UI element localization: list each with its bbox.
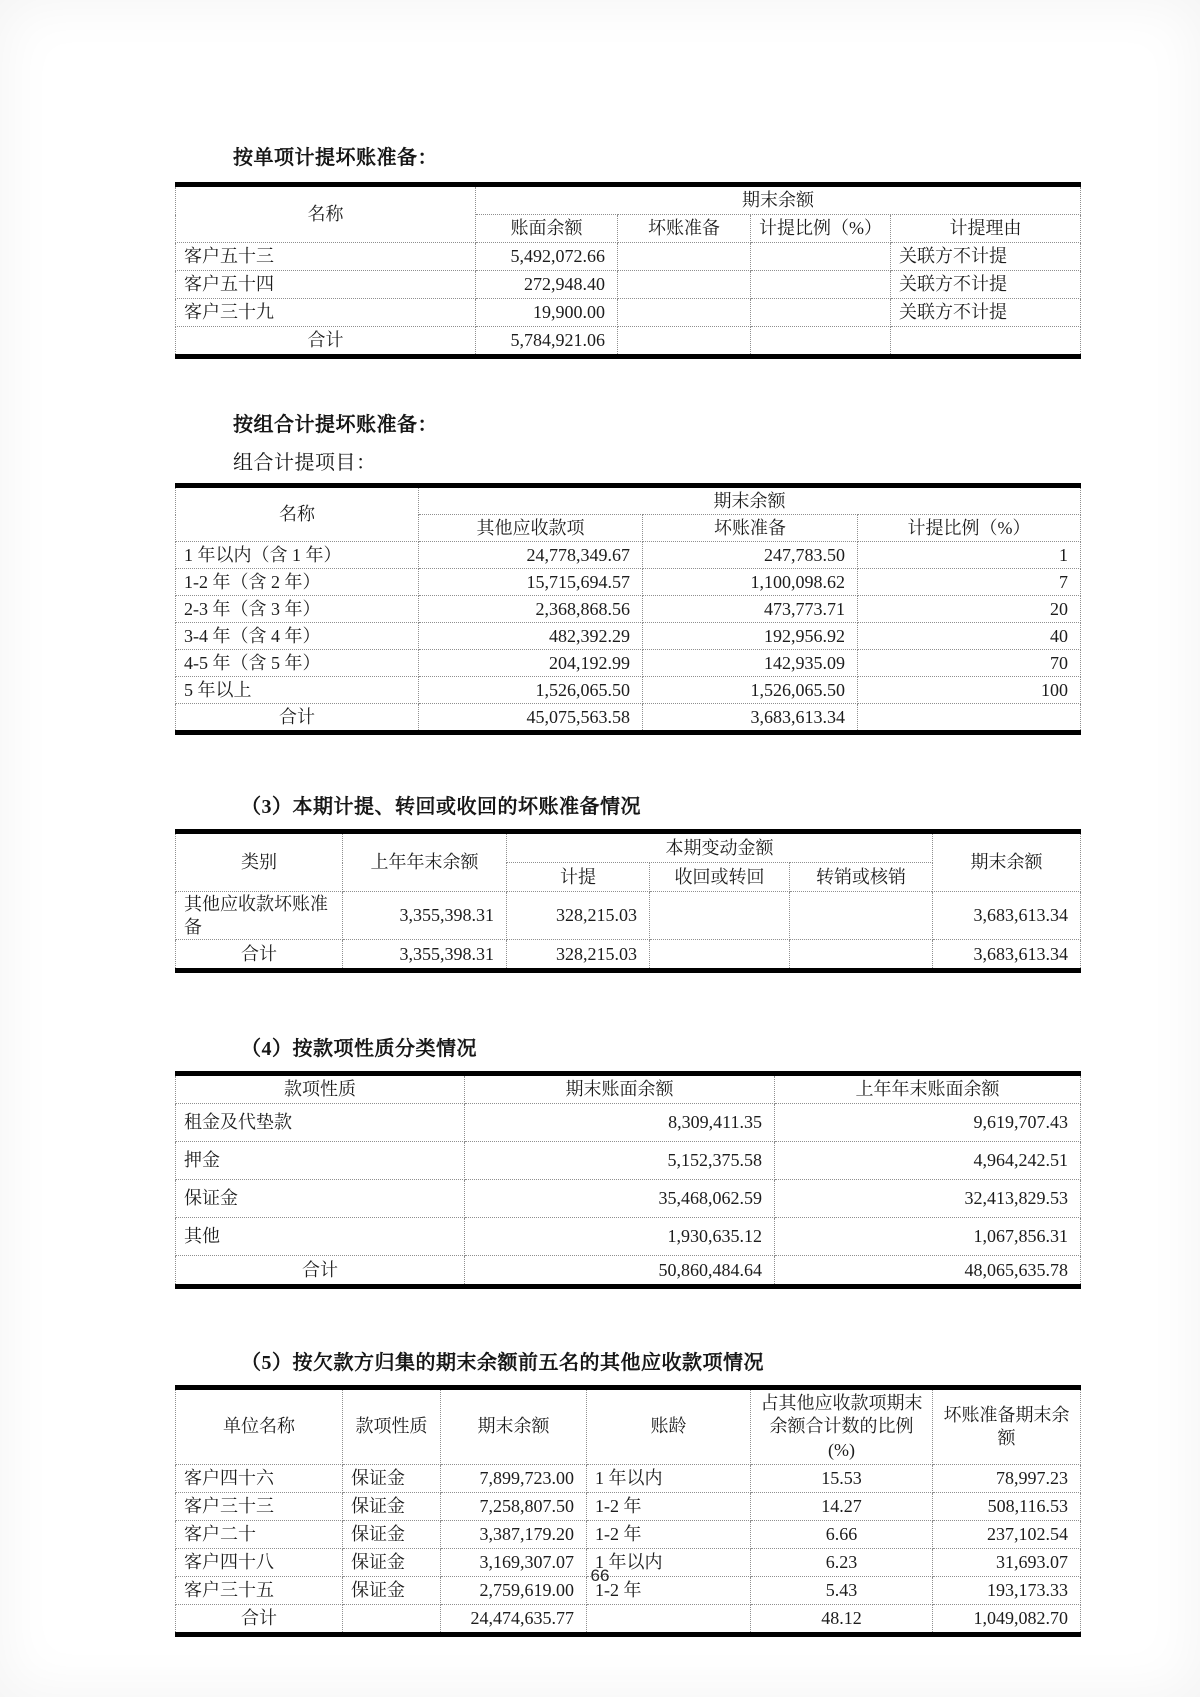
table-cell: 保证金: [343, 1577, 441, 1605]
table-cell: 3,169,307.07: [441, 1549, 587, 1577]
table-row: [176, 940, 1081, 971]
table-cell: 40: [858, 623, 1081, 650]
table-row: [176, 1256, 1081, 1287]
table-cell: 保证金: [343, 1521, 441, 1549]
table-cell: 5,784,921.06: [476, 327, 618, 357]
table-cell: 3,355,398.31: [343, 892, 507, 940]
table-cell: [618, 243, 751, 271]
table-cell: 328,215.03: [507, 892, 650, 940]
section2-subtitle: 组合计提项目：: [233, 452, 377, 474]
table-cell: 客户三十九: [176, 299, 476, 327]
table-cell: [751, 243, 891, 271]
column-header-ratio: 计提比例（%）: [751, 215, 891, 243]
table-row: [176, 569, 1081, 596]
table-cell: 合计: [176, 704, 419, 733]
table-row: [176, 1605, 1081, 1635]
table-cell: 合计: [176, 327, 476, 357]
table-cell: 合计: [176, 1605, 343, 1635]
column-header-book-balance: 账面余额: [476, 215, 618, 243]
section4-title: （4）按款项性质分类情况: [241, 1038, 477, 1060]
table-cell: 1,930,635.12: [465, 1218, 775, 1256]
column-header-category: 类别: [176, 832, 343, 892]
table-cell: 关联方不计提: [891, 243, 1081, 271]
table-cell: 24,474,635.77: [441, 1605, 587, 1635]
table-row: [176, 892, 1081, 940]
table-cell: 2,759,619.00: [441, 1577, 587, 1605]
table-cell: 1-2 年: [587, 1493, 751, 1521]
column-header-ratio: 计提比例（%）: [858, 515, 1081, 542]
table-cell: [751, 271, 891, 299]
table-cell: 客户五十三: [176, 243, 476, 271]
table-row: [176, 271, 1081, 299]
table-cell: 6.23: [751, 1549, 933, 1577]
table-cell: 1,049,082.70: [933, 1605, 1081, 1635]
table-cell: 客户四十八: [176, 1549, 343, 1577]
table-cell: 48,065,635.78: [775, 1256, 1081, 1287]
table-cell: 客户四十六: [176, 1465, 343, 1493]
table-cell: [650, 892, 790, 940]
column-header-bad-debt: 坏账准备: [643, 515, 858, 542]
table-cell: 关联方不计提: [891, 299, 1081, 327]
column-header-period-end: 期末账面余额: [465, 1074, 775, 1104]
column-header-period-end: 期末余额: [476, 185, 1081, 215]
table-cell: 3-4 年（含 4 年）: [176, 623, 419, 650]
table-cell: 482,392.29: [419, 623, 643, 650]
column-header-balance: 期末余额: [441, 1388, 587, 1465]
table-cell: 473,773.71: [643, 596, 858, 623]
table-row: [176, 1142, 1081, 1180]
table-cell: 45,075,563.58: [419, 704, 643, 733]
column-header-current-change: 本期变动金额: [507, 832, 933, 863]
column-header-reason: 计提理由: [891, 215, 1081, 243]
table-cell: 5.43: [751, 1577, 933, 1605]
table-cell: 4,964,242.51: [775, 1142, 1081, 1180]
table-cell: 5 年以上: [176, 677, 419, 704]
table-cell: 保证金: [343, 1493, 441, 1521]
document-page: [175, 0, 1080, 1637]
table-cell: 14.27: [751, 1493, 933, 1521]
provision-movement-table: [175, 829, 1081, 973]
table-cell: 其他: [176, 1218, 465, 1256]
table-cell: 1 年以内（含 1 年）: [176, 542, 419, 569]
table-row: [176, 1493, 1081, 1521]
table-cell: 15.53: [751, 1465, 933, 1493]
column-header-nature: 款项性质: [176, 1074, 465, 1104]
table-cell: 3,683,613.34: [933, 940, 1081, 971]
table-cell: [343, 1605, 441, 1635]
table-cell: 9,619,707.43: [775, 1104, 1081, 1142]
table-cell: 3,683,613.34: [643, 704, 858, 733]
table-cell: 2-3 年（含 3 年）: [176, 596, 419, 623]
column-header-period-end: 期末余额: [419, 486, 1081, 515]
table-cell: 100: [858, 677, 1081, 704]
table-cell: 保证金: [343, 1465, 441, 1493]
table-cell: 50,860,484.64: [465, 1256, 775, 1287]
table-cell: 48.12: [751, 1605, 933, 1635]
top-five-debtors-table: [175, 1385, 1081, 1637]
table-cell: 2,368,868.56: [419, 596, 643, 623]
table-cell: 1,526,065.50: [419, 677, 643, 704]
table-cell: 24,778,349.67: [419, 542, 643, 569]
column-header-recover: 收回或转回: [650, 863, 790, 892]
column-header-bad-debt: 坏账准备期末余额: [933, 1388, 1081, 1465]
individual-provision-table: [175, 182, 1081, 359]
table-row: [176, 299, 1081, 327]
table-cell: 关联方不计提: [891, 271, 1081, 299]
table-cell: 其他应收款坏账准备: [176, 892, 343, 940]
table-cell: 1-2 年: [587, 1577, 751, 1605]
table-row: [176, 704, 1081, 733]
table-cell: 3,683,613.34: [933, 892, 1081, 940]
table-cell: 合计: [176, 940, 343, 971]
table-row: [176, 327, 1081, 357]
table-cell: 7: [858, 569, 1081, 596]
column-header-period-end: 期末余额: [933, 832, 1081, 892]
table-cell: 15,715,694.57: [419, 569, 643, 596]
table-cell: 4-5 年（含 5 年）: [176, 650, 419, 677]
table-cell: 3,355,398.31: [343, 940, 507, 971]
portfolio-aging-table: [175, 483, 1081, 735]
column-header-other-receivables: 其他应收款项: [419, 515, 643, 542]
section1-title: 按单项计提坏账准备：: [233, 147, 438, 169]
table-row: [176, 1521, 1081, 1549]
table-cell: 7,899,723.00: [441, 1465, 587, 1493]
table-cell: 1-2 年: [587, 1521, 751, 1549]
table-cell: 保证金: [343, 1549, 441, 1577]
table-row: [176, 1104, 1081, 1142]
table-row: [176, 650, 1081, 677]
table-cell: 1 年以内: [587, 1549, 751, 1577]
table-cell: 142,935.09: [643, 650, 858, 677]
table-cell: 31,693.07: [933, 1549, 1081, 1577]
table-cell: 35,468,062.59: [465, 1180, 775, 1218]
nature-classification-table: [175, 1071, 1081, 1289]
table-cell: 192,956.92: [643, 623, 858, 650]
table-cell: 328,215.03: [507, 940, 650, 971]
section3-title: （3）本期计提、转回或收回的坏账准备情况: [241, 796, 641, 818]
table-cell: 租金及代垫款: [176, 1104, 465, 1142]
table-cell: 合计: [176, 1256, 465, 1287]
table-row: [176, 596, 1081, 623]
column-header-name: 名称: [176, 185, 476, 243]
section5-title: （5）按欠款方归集的期末余额前五名的其他应收款项情况: [241, 1352, 764, 1374]
table-cell: 客户三十五: [176, 1577, 343, 1605]
table-cell: 客户三十三: [176, 1493, 343, 1521]
table-cell: 客户二十: [176, 1521, 343, 1549]
table-cell: 1,067,856.31: [775, 1218, 1081, 1256]
table-row: [176, 1218, 1081, 1256]
column-header-writeoff: 转销或核销: [790, 863, 933, 892]
column-header-aging: 账龄: [587, 1388, 751, 1465]
table-cell: 7,258,807.50: [441, 1493, 587, 1521]
table-cell: [858, 704, 1081, 733]
table-cell: [891, 327, 1081, 357]
table-cell: 客户五十四: [176, 271, 476, 299]
table-cell: 3,387,179.20: [441, 1521, 587, 1549]
table-cell: 19,900.00: [476, 299, 618, 327]
table-cell: 70: [858, 650, 1081, 677]
table-cell: 508,116.53: [933, 1493, 1081, 1521]
table-row: [176, 1465, 1081, 1493]
table-cell: 1,100,098.62: [643, 569, 858, 596]
column-header-prior-year-end: 上年年末余额: [343, 832, 507, 892]
column-header-ratio: 占其他应收款项期末余额合计数的比例(%): [751, 1388, 933, 1465]
table-cell: 272,948.40: [476, 271, 618, 299]
table-cell: 5,152,375.58: [465, 1142, 775, 1180]
table-cell: [650, 940, 790, 971]
column-header-nature: 款项性质: [343, 1388, 441, 1465]
table-cell: 20: [858, 596, 1081, 623]
table-row: [176, 623, 1081, 650]
table-cell: [790, 892, 933, 940]
section2-title: 按组合计提坏账准备：: [233, 414, 438, 436]
table-cell: 1-2 年（含 2 年）: [176, 569, 419, 596]
table-cell: [618, 327, 751, 357]
table-cell: [790, 940, 933, 971]
table-cell: 保证金: [176, 1180, 465, 1218]
column-header-prior-year-end: 上年年末账面余额: [775, 1074, 1081, 1104]
table-row: [176, 542, 1081, 569]
table-cell: 78,997.23: [933, 1465, 1081, 1493]
table-row: [176, 243, 1081, 271]
table-cell: 237,102.54: [933, 1521, 1081, 1549]
column-header-unit: 单位名称: [176, 1388, 343, 1465]
column-header-bad-debt: 坏账准备: [618, 215, 751, 243]
table-row: [176, 1180, 1081, 1218]
table-cell: [751, 327, 891, 357]
table-cell: [587, 1605, 751, 1635]
table-cell: 5,492,072.66: [476, 243, 618, 271]
table-cell: 1 年以内: [587, 1465, 751, 1493]
table-cell: 押金: [176, 1142, 465, 1180]
page-number: 66: [590, 1566, 610, 1585]
column-header-name: 名称: [176, 486, 419, 542]
table-cell: [751, 299, 891, 327]
table-cell: 32,413,829.53: [775, 1180, 1081, 1218]
column-header-accrual: 计提: [507, 863, 650, 892]
table-cell: 1: [858, 542, 1081, 569]
table-cell: 193,173.33: [933, 1577, 1081, 1605]
table-row: [176, 677, 1081, 704]
table-cell: 247,783.50: [643, 542, 858, 569]
table-cell: [618, 299, 751, 327]
table-cell: 1,526,065.50: [643, 677, 858, 704]
table-cell: [618, 271, 751, 299]
table-cell: 204,192.99: [419, 650, 643, 677]
table-cell: 8,309,411.35: [465, 1104, 775, 1142]
table-cell: 6.66: [751, 1521, 933, 1549]
